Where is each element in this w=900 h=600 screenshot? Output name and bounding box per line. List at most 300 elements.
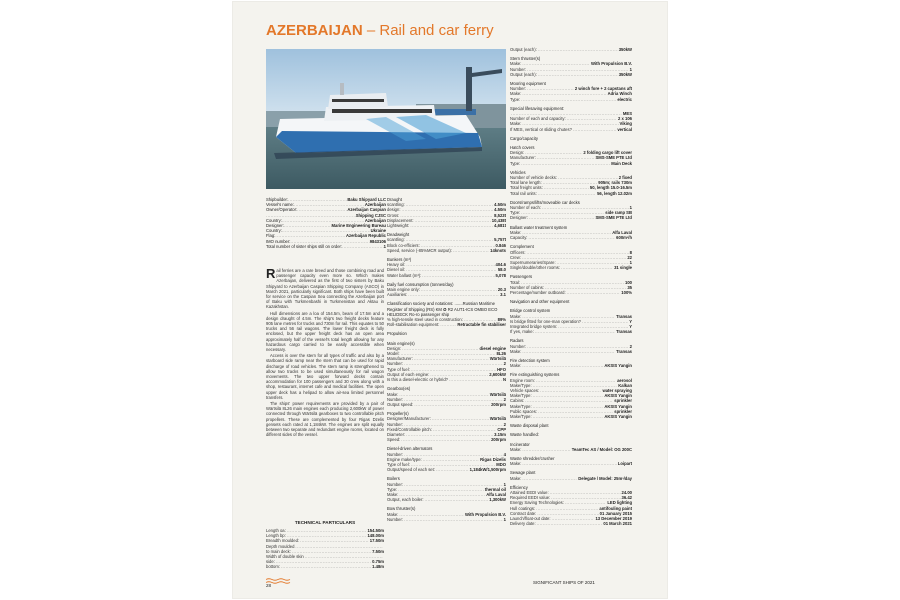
spec-label: IMO number: bbox=[266, 238, 291, 244]
spec-label: Designer: bbox=[266, 223, 284, 229]
spec-label: Number: bbox=[387, 421, 404, 427]
spec-value: vertical bbox=[617, 126, 632, 132]
spec-value: With Propulsion B.V. bbox=[591, 61, 632, 67]
spec-label: Engine make/type: bbox=[387, 456, 422, 462]
spec-label: Breadth moulded: bbox=[266, 538, 300, 544]
spec-label: Diesel oil: bbox=[387, 267, 406, 273]
spec-label: Manufacturer: bbox=[387, 356, 413, 362]
spec-value: 1 bbox=[503, 481, 506, 487]
spec-value: 5,078 bbox=[495, 272, 506, 278]
spec-value: 2 bbox=[503, 421, 506, 427]
spec-value: Transas bbox=[616, 313, 632, 319]
spec-row bbox=[510, 521, 632, 526]
spec-label: Hull coatings: bbox=[510, 505, 536, 511]
spec-row bbox=[510, 414, 632, 419]
spec-value: water spraying bbox=[602, 387, 632, 393]
spec-value: Alfa Laval bbox=[486, 491, 506, 497]
spec-value: 36.42 bbox=[621, 495, 632, 501]
section-heading: Vehicles bbox=[510, 169, 526, 175]
spec-value: Alfa Laval bbox=[612, 229, 632, 235]
title-subtitle: – Rail and car ferry bbox=[366, 22, 494, 39]
page-number: 28 bbox=[266, 583, 272, 588]
dot-leader bbox=[573, 127, 616, 132]
spec-value: Wärtsilä bbox=[489, 356, 506, 362]
spec-label: Gross: bbox=[387, 212, 400, 218]
technical-particulars-heading: TECHNICAL PARTICULARS bbox=[294, 520, 356, 525]
dot-leader bbox=[410, 223, 493, 228]
section-heading: Diesel-driven alternators bbox=[387, 446, 433, 452]
spec-row bbox=[510, 47, 632, 52]
body-paragraph bbox=[266, 268, 384, 310]
dot-leader bbox=[522, 476, 577, 481]
spec-value: 100% bbox=[621, 289, 632, 295]
spec-value: 200rpm bbox=[491, 437, 506, 443]
spec-label: Attained EEDI value: bbox=[510, 490, 549, 496]
spec-label: Number of vehicle decks: bbox=[510, 175, 558, 181]
spec-label: If MES, vertical or sliding chutes? bbox=[510, 126, 572, 132]
spec-label: Contract date: bbox=[510, 510, 537, 516]
spec-value: 2 bbox=[503, 396, 506, 402]
spec-value: 9843106 bbox=[369, 238, 386, 244]
spec-value: 13 December 2019 bbox=[595, 516, 632, 522]
section-heading: Deadweight bbox=[387, 232, 410, 238]
spec-label: Total lane length: bbox=[510, 180, 542, 186]
spec-row bbox=[510, 461, 632, 466]
spec-value: 2 winch fore + 2 capstans aft bbox=[574, 86, 632, 92]
spec-label: Designer/Manufacturer: bbox=[387, 416, 431, 422]
spec-label: Single/double/other rooms: bbox=[510, 265, 561, 271]
section-heading: Main engine(s) bbox=[387, 340, 415, 346]
spec-value: Y bbox=[629, 323, 632, 329]
spec-label: Speed, service (-85%MCR output): bbox=[387, 247, 452, 253]
ship-photo bbox=[266, 49, 506, 189]
spec-value: Azerbaijan Republic bbox=[345, 233, 386, 239]
spec-label: bottom: bbox=[266, 564, 280, 570]
spec-value: diesel engine bbox=[479, 345, 506, 351]
section-heading: Incinerator bbox=[510, 441, 530, 447]
spec-row bbox=[510, 329, 632, 334]
spec-value: Main Deck bbox=[611, 160, 632, 166]
spec-label: Vessel's name: bbox=[266, 202, 295, 208]
spec-value: Kalkan bbox=[618, 382, 632, 388]
dot-leader bbox=[453, 248, 489, 253]
technical-particulars-left bbox=[266, 528, 384, 570]
spec-value: MDO bbox=[496, 461, 506, 467]
spec-value: 0.75m bbox=[372, 559, 384, 565]
section-heading: Radars bbox=[510, 338, 524, 344]
section-heading: Cargo/capacity bbox=[510, 135, 538, 141]
spec-row bbox=[266, 564, 384, 569]
spec-value: CPP bbox=[497, 426, 506, 432]
spec-label: Output (each): bbox=[510, 47, 537, 52]
spec-value: 200rpm bbox=[491, 401, 506, 407]
spec-value: SMS-SME PTE Ltd bbox=[595, 215, 632, 221]
spec-value: Loipart bbox=[617, 461, 632, 467]
spec-value: 24.00 bbox=[621, 490, 632, 496]
spec-label: Auxiliaries: bbox=[387, 292, 408, 298]
spec-label: Designer: bbox=[510, 215, 528, 221]
spec-label: Make: bbox=[510, 229, 522, 235]
spec-label: If yes, make: bbox=[510, 329, 534, 335]
spec-label: Length bp: bbox=[266, 533, 286, 539]
spec-value: 17.50m bbox=[369, 538, 384, 544]
spec-value: 22 bbox=[627, 254, 632, 260]
spec-label: Delivery date: bbox=[510, 521, 536, 527]
spec-value: 154.50m bbox=[367, 528, 384, 533]
spec-value: 2,600kW bbox=[489, 371, 506, 377]
section-heading: Waste handled: bbox=[510, 432, 539, 438]
spec-value: thermal oil bbox=[484, 486, 506, 492]
section-heading: Passengers bbox=[510, 274, 533, 280]
section-heading: Gearbox(es) bbox=[387, 386, 411, 392]
spec-label: Country: bbox=[266, 228, 282, 234]
spec-row bbox=[387, 402, 506, 407]
spec-value: 100 bbox=[625, 279, 632, 285]
spec-label: Lightweight: bbox=[387, 223, 410, 229]
dot-leader bbox=[281, 564, 371, 569]
dot-leader bbox=[537, 521, 603, 526]
spec-value: 7.50m bbox=[372, 548, 384, 554]
paragraph-text: ail ferries are a rare breed and those combining road and passenger capacity even more so. Which makes Azerbaijan, delivered as the first of two sisters by Baku Shipyard to Azerbaijan Caspian Shipping Company (ASCO) in March 2021, particularly significant. Both ships have been built for service on the Caspian Sea connecting the Azerbaijan port of Baku with Turkmenbashi in Turkmenistan and Aktau in Kazakhstan. bbox=[266, 268, 384, 310]
spec-value: 2 bbox=[629, 343, 632, 349]
spec-label: Make: bbox=[510, 61, 522, 67]
spec-value: 350kW bbox=[618, 47, 632, 52]
spec-label: Make: bbox=[510, 313, 522, 319]
spec-value: sprinkler bbox=[614, 408, 632, 414]
spec-label: Number: bbox=[510, 66, 527, 72]
spec-value: 4.50m bbox=[494, 202, 506, 208]
spec-value: Transas bbox=[616, 329, 632, 335]
section-heading: Propeller(s) bbox=[387, 411, 409, 417]
spec-row bbox=[510, 476, 632, 481]
spec-label: Is this a diesel-electric or hybrid? bbox=[387, 377, 448, 383]
spec-label: Required EEDI value: bbox=[510, 495, 551, 501]
spec-label: Make: bbox=[510, 121, 522, 127]
dot-leader bbox=[342, 244, 384, 249]
spec-row bbox=[510, 265, 632, 270]
section-heading: Draught bbox=[387, 197, 402, 202]
spec-value: 0.846 bbox=[495, 242, 506, 248]
section-heading: Special lifesaving equipment: bbox=[510, 105, 565, 111]
spec-value: Azerbaijan bbox=[364, 217, 386, 223]
spec-label: Energy Saving Technologies: bbox=[510, 500, 564, 506]
spec-label: Total number of sister ships still on order: bbox=[266, 243, 343, 249]
spec-label: Country: bbox=[266, 217, 282, 223]
section-heading: Fire extinguishing systems bbox=[510, 372, 560, 378]
spec-value: LED lighting bbox=[607, 500, 632, 506]
dot-leader bbox=[567, 290, 621, 295]
section-heading: Waste disposal plant bbox=[510, 423, 549, 429]
spec-row bbox=[387, 517, 506, 522]
spec-label: Owner/Operator: bbox=[266, 207, 298, 213]
spec-label: scantling: bbox=[387, 237, 405, 243]
section-heading: Stern thruster(s) bbox=[510, 56, 541, 62]
spec-label: Number: bbox=[387, 481, 404, 487]
spec-label: Make: bbox=[510, 363, 522, 369]
spec-label: Make: bbox=[510, 461, 522, 467]
technical-particulars-middle bbox=[387, 197, 506, 522]
spec-row bbox=[266, 244, 386, 249]
spec-row bbox=[510, 349, 632, 354]
spec-label: Make: bbox=[387, 491, 399, 497]
spec-value: Adria Winch bbox=[607, 91, 632, 97]
spec-value: 10,438t bbox=[491, 217, 506, 223]
spec-value: 3.15m bbox=[494, 431, 506, 437]
dot-leader bbox=[408, 292, 499, 297]
spec-value: 8 bbox=[629, 249, 632, 255]
spec-row bbox=[510, 191, 632, 196]
spec-value: Delegate / Model: 25m³/day bbox=[578, 475, 632, 481]
spec-value: 2 bbox=[503, 361, 506, 367]
spec-row bbox=[510, 127, 632, 132]
spec-value: Azerbaijan bbox=[364, 202, 386, 208]
spec-label: Block co-efficient: bbox=[387, 242, 420, 248]
spec-label: Shipbuilder: bbox=[266, 197, 289, 202]
spec-label: Speed: bbox=[387, 437, 401, 443]
owner-details bbox=[266, 197, 386, 249]
spec-value: 4.50m bbox=[494, 207, 506, 213]
dot-leader bbox=[522, 363, 603, 368]
paragraph-text: The ships' power requirements are provided by a pair of Wärtsilä 8L26 main engines each producing 2,600kW of power connected through Wärtsilä gearboxes to two controllable pitch propellers. These are complemented by four Rigas Dzelis gensets each rated at 1,184kW. The engines are split equally between two separate and redundant engine rooms, located on different sides of the vessel. bbox=[266, 401, 384, 438]
article-body bbox=[266, 268, 384, 439]
spec-label: Total: bbox=[510, 279, 521, 285]
spec-label: Public spaces: bbox=[510, 408, 537, 414]
dot-leader bbox=[440, 322, 456, 327]
spec-value: 50, length 15.0-16.5m bbox=[589, 185, 632, 191]
body-paragraph bbox=[266, 353, 384, 400]
spec-label: Output speed: bbox=[387, 401, 414, 407]
spec-value: 8,523t bbox=[494, 212, 506, 218]
spec-label: Crew: bbox=[510, 254, 521, 260]
spec-row bbox=[387, 248, 506, 253]
spec-label: Type: bbox=[387, 486, 398, 492]
spec-label: Officers: bbox=[510, 249, 526, 255]
spec-value: Transas bbox=[616, 348, 632, 354]
spec-value: Viking bbox=[619, 121, 632, 127]
section-heading: Bow thruster(s) bbox=[387, 506, 416, 512]
spec-label: Design: bbox=[510, 150, 525, 156]
spec-value: 14knots bbox=[490, 247, 506, 253]
spec-row bbox=[387, 322, 506, 327]
spec-value: AKSIS Yangin bbox=[604, 393, 632, 399]
spec-label: side: bbox=[266, 559, 275, 565]
dot-leader bbox=[521, 97, 616, 102]
dot-leader bbox=[538, 72, 618, 77]
spec-row bbox=[387, 437, 506, 442]
spec-label: Cabins: bbox=[510, 398, 525, 404]
technical-particulars-right bbox=[510, 47, 632, 526]
spec-value: electric bbox=[617, 96, 632, 102]
section-heading: Classification society and notations: .......Russian Maritime Register of Shipping (RS) KM ✪ R2 AUT1-ICS OMBO ECO HELIDECK Ro-ro passenger ship bbox=[387, 301, 498, 317]
spec-row bbox=[510, 97, 632, 102]
section-heading: Daily fuel consumption (tonnes/day) bbox=[387, 281, 454, 287]
spec-value: 58.0 bbox=[497, 267, 506, 273]
spec-value: With Propulsion B.V. bbox=[465, 511, 506, 517]
spec-value: Rigas Dizelis bbox=[480, 456, 506, 462]
section-heading: Boilers bbox=[387, 476, 400, 482]
dot-leader bbox=[521, 161, 610, 166]
spec-value: 1 bbox=[383, 243, 386, 249]
spec-value: AKSIS Yangin bbox=[604, 363, 632, 369]
dot-leader bbox=[414, 402, 490, 407]
spec-label: Number: bbox=[510, 343, 527, 349]
section-heading: Bridge control system bbox=[510, 308, 551, 314]
spec-label: Capacity: bbox=[510, 235, 528, 241]
spec-label: Roll-stabilisation equipment: bbox=[387, 322, 440, 328]
spec-row bbox=[510, 290, 632, 295]
section-heading: Fire detection system bbox=[510, 357, 550, 363]
magazine-page bbox=[233, 2, 667, 598]
spec-label: Make/Type: bbox=[510, 413, 532, 419]
spec-label: design: bbox=[387, 207, 401, 213]
dot-leader bbox=[528, 235, 615, 240]
spec-value: side ramp SB bbox=[605, 210, 632, 216]
spec-label: Total rail units: bbox=[510, 190, 537, 196]
spec-value: 4 bbox=[503, 451, 506, 457]
spec-value: Azerbaijan Caspian bbox=[347, 207, 386, 213]
spec-row bbox=[387, 273, 506, 278]
spec-label: Output/speed of each set: bbox=[387, 467, 435, 473]
spec-value: 905m; rails 730m bbox=[598, 180, 632, 186]
spec-value: 01 January 2015 bbox=[599, 510, 632, 516]
spec-row bbox=[510, 72, 632, 77]
dot-leader bbox=[533, 414, 604, 419]
body-paragraph bbox=[266, 311, 384, 353]
spec-label: Heavy oil: bbox=[387, 262, 406, 268]
spec-label: Depth moulded bbox=[266, 543, 295, 549]
publication-name: SIGNIFICANT SHIPS OF 2021 bbox=[533, 580, 595, 585]
spec-row bbox=[387, 223, 506, 228]
section-heading: Propulsion bbox=[387, 331, 407, 337]
spec-value: Y bbox=[629, 318, 632, 324]
spec-value: 1.48m bbox=[372, 564, 384, 570]
spec-row bbox=[387, 497, 506, 502]
spec-value: 2 folding cargo lift cover bbox=[583, 150, 632, 156]
spec-row bbox=[510, 363, 632, 368]
dot-leader bbox=[449, 377, 502, 382]
spec-value: Retractable fin stabiliser bbox=[457, 322, 506, 328]
body-paragraph bbox=[266, 401, 384, 437]
spec-value: 2 x 106 bbox=[618, 116, 632, 122]
spec-value: 35 bbox=[627, 284, 632, 290]
spec-label: Output (each): bbox=[510, 71, 537, 77]
section-heading: Hatch covers bbox=[510, 145, 535, 151]
spec-label: Diameter: bbox=[387, 431, 406, 437]
section-heading: Navigation and other equipment bbox=[510, 299, 570, 305]
spec-label: Supernumeraries/Spare: bbox=[510, 259, 556, 265]
spec-label: Number: bbox=[387, 451, 404, 457]
spec-label: Make: bbox=[510, 91, 522, 97]
dot-leader bbox=[538, 191, 596, 196]
spec-label: Design: bbox=[387, 345, 402, 351]
spec-value: 600m³/h bbox=[616, 235, 632, 241]
spec-row bbox=[387, 292, 506, 297]
dot-leader bbox=[561, 265, 613, 270]
spec-label: Percentage/number outboard: bbox=[510, 289, 566, 295]
spec-value: sprinkler bbox=[614, 398, 632, 404]
spec-label: Make: bbox=[510, 475, 522, 481]
paragraph-text: Access is over the stern for all types of traffic and also by a starboard side ramp near the stern that can be used for rapid discharge of road vehicles. The stern ramp is strengthened to allow two tracks to be used simultaneously for rail wagon movements. The two upper forward decks contain accommodation for 100 passengers and 30 crew along with a shop, restaurant, internet cafe and medical facilities. The open upper deck has a helipad to allow air-sea limited personnel transfers. bbox=[266, 353, 384, 400]
spec-label: Is bridge fitted for one-man operation? bbox=[510, 318, 581, 324]
spec-label: Type: bbox=[510, 210, 521, 216]
spec-label: Make: bbox=[387, 511, 399, 517]
spec-value: Wärtsilä bbox=[489, 416, 506, 422]
spec-value: HFO bbox=[497, 366, 506, 372]
spec-label: Make/Type: bbox=[510, 382, 532, 388]
spec-value: Shipping CJSC bbox=[355, 212, 386, 218]
spec-value: N bbox=[502, 377, 506, 383]
spec-label: Manufacturer: bbox=[510, 155, 536, 161]
spec-value: 4,681t bbox=[494, 223, 506, 229]
spec-label: Number of cabins: bbox=[510, 284, 544, 290]
spec-value: 350kW bbox=[618, 71, 632, 77]
spec-label: Length oa: bbox=[266, 528, 286, 533]
spec-label: Number: bbox=[387, 516, 404, 522]
spec-row bbox=[510, 447, 632, 452]
spec-row bbox=[510, 235, 632, 240]
spec-label: Flag: bbox=[266, 233, 276, 239]
spec-label: Vehicle spaces: bbox=[510, 387, 540, 393]
dot-leader bbox=[538, 47, 618, 52]
spec-label: Type: bbox=[510, 160, 521, 166]
section-heading: Sewage plant bbox=[510, 470, 536, 476]
spec-label: Output of each engine: bbox=[387, 371, 430, 377]
spec-value: MES bbox=[622, 111, 632, 117]
dot-leader bbox=[436, 467, 469, 472]
spec-value: 1,300kW bbox=[489, 497, 506, 503]
spec-label: Engine room: bbox=[510, 377, 535, 383]
dot-leader bbox=[522, 461, 616, 466]
spec-value: 01 March 2021 bbox=[603, 521, 632, 527]
spec-value: AKSIS Yangin bbox=[604, 413, 632, 419]
spec-label: Type of fuel: bbox=[387, 461, 410, 467]
spec-label: Make: bbox=[387, 391, 399, 397]
spec-label: Number: bbox=[387, 396, 404, 402]
title-country: AZERBAIJAN bbox=[266, 22, 363, 39]
spec-value: 2 fixed bbox=[618, 175, 632, 181]
spec-value: 1 bbox=[629, 259, 632, 265]
spec-label: Output, each boiler: bbox=[387, 497, 424, 503]
dot-leader bbox=[522, 447, 570, 452]
spec-label: Make: bbox=[510, 348, 522, 354]
spec-label: Total freight units: bbox=[510, 185, 543, 191]
spec-row bbox=[387, 377, 506, 382]
spec-label: Model: bbox=[387, 351, 400, 357]
spec-value: 31 single bbox=[614, 265, 632, 271]
spec-value: AKSIS Yangin bbox=[604, 403, 632, 409]
section-heading: Waste shredder/crusher bbox=[510, 456, 555, 461]
paragraph-text: Hull dimensions are a loa of 154.5m, beam of 17.5m and a design draught of 4.5m. The ship's two freight decks feature 905 lane metres for trucks and 730m for rail. This equates to 50 trucks and 56 rail wagons. The lower freight deck is fully enclosed, but the upper freight deck has an open area approximately half of the vessel's total length allowing for any hazardous cargo carried to be easily accessible when necessary. bbox=[266, 310, 384, 353]
spec-label: Width of double skin bbox=[266, 554, 304, 560]
article-title bbox=[266, 22, 494, 39]
section-heading: Mooring equipment bbox=[510, 81, 546, 87]
spec-value: 148.00m bbox=[367, 533, 384, 539]
spec-value: 20.3 bbox=[497, 287, 506, 293]
spec-value: 8L26 bbox=[496, 351, 506, 357]
spec-value: 1,184kW/1,500rpm bbox=[469, 467, 506, 473]
spec-label: Number of each: bbox=[510, 205, 541, 211]
dot-leader bbox=[401, 437, 490, 442]
spec-value: antifouling paint bbox=[599, 505, 632, 511]
spec-label: Make/Type: bbox=[510, 403, 532, 409]
spec-value: 1 bbox=[629, 66, 632, 72]
spec-value: SMS-SME PTE Ltd bbox=[595, 155, 632, 161]
spec-label: Make: bbox=[510, 446, 522, 452]
spec-value: 404.6 bbox=[495, 262, 506, 268]
spec-label: Integrated bridge system: bbox=[510, 323, 558, 329]
spec-label: Main engine only: bbox=[387, 287, 420, 293]
section-heading: Ballast water treatment system bbox=[510, 224, 568, 230]
